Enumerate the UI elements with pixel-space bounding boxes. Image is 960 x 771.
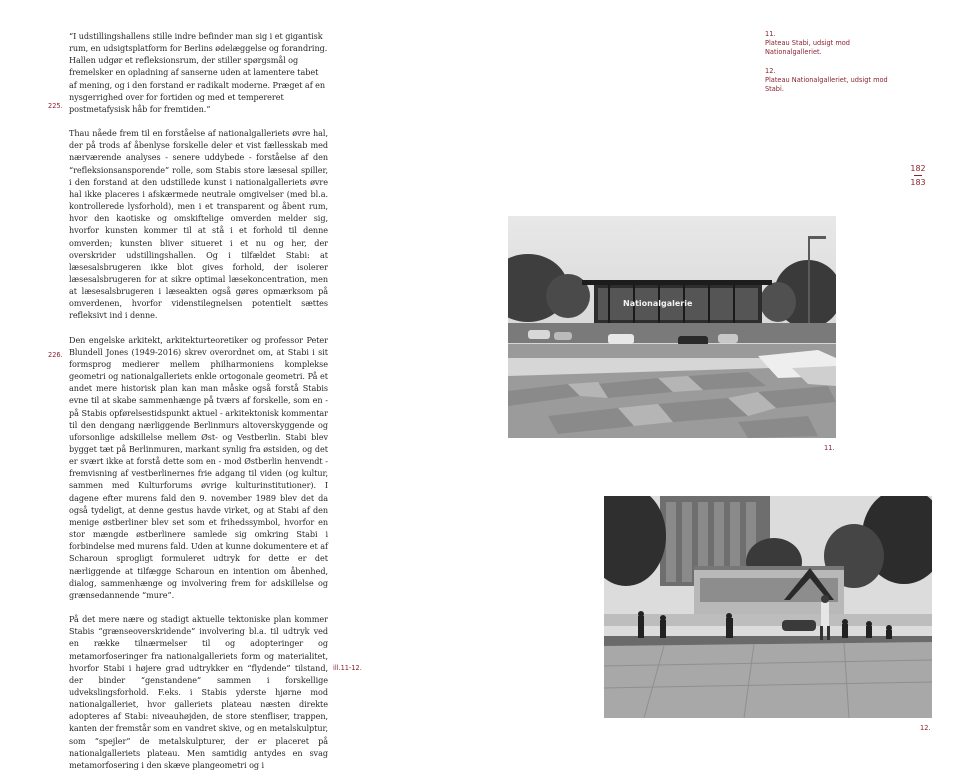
paragraph-3: Den engelske arkitekt, arkitekturteoretiker og professor Peter Blundell Jones (1949-2016) skrev overordnet om, at Stabi i sit formsprog medierer mellem philharmoniens komplekse geometri og nationalgalleriets enkle ortogonale geometri. På et andet mere historisk plan kan man måske også forstå Stabis evne til at skabe sammenhænge på tværs af forskelle, som en - på Stabis opførelsestidspunkt aktuel - arkitektonisk kommentar til den dengang nærliggende Berlinmurs altoverskyggende og uforsonlige adskillelse mellem Øst- og Vestberlin. Stabi blev bygget tæt på Berlinmuren, markant synlig fra østsiden, og det er svært ikke at forstå dette som en - mod Østberlin henvendt - fremvisning af vestberlinernes frie adgang til viden (og kultur, sammen med Kulturforums øvrige kulturinstitutioner). I dagene efter murens fald den 9. november 1989 blev det da også tydeligt, at denne gestus havde virket, og at Stabi af den menige østberliner blev set som et frihedssymbol, hvorfor en stor mængde østberlinere samlede sig omkring Stabi i forbindelse med murens fald. Uden at kunne dokumentere et af Scharoun sprogligt formuleret udtryk for dette er det nærliggende at tilfægge Scharoun en intention om åbenhed, dialog, sammenhænge og involvering frem for adskillelse og grænsedannende “mure”. xyxy=(69,334,328,600)
photo-11-graphic xyxy=(508,216,836,438)
caption-number: 11. xyxy=(765,30,776,38)
paragraph-2: Thau nåede frem til en forståelse af nationalgalleriets øvre hal, der på trods af åbenlyse forskelle deler et vist fællesskab med nærværende analyses - senere uddybede - forståelse af den “refleksionsansporende” rolle, som Stabis store læsesal spiller, i den forstand at den udstillede kunst i nationalgalleriets øvre hal ikke placeres i afskærmede neutrale omgivelser (med bl.a. kontrollerede lysforhold), men i et transparent og åbent rum, hvor den kaotiske og omskiftelige omverden melder sig, hvorfor kunsten kommer til at stå i et forhold til denne omverden; kunsten bliver situeret i et nu og her, der overskrider udstillingshallen. Og i tilfældet Stabi: at læsesalsbrugeren ikke blot gives forhold, der isolerer læsesalsbrugeren for at sikre optimal læsekoncentration, men at læsesalsbrugeren i læseakten også gøres opmærksom på omverdenen, hvorfor videnstilegnelsen potentielt sættes refleksivt ind i denne. xyxy=(69,128,328,321)
caption-12 xyxy=(765,67,895,95)
quote-paragraph: “I udstillingshallens stille indre befinder man sig i et gigantisk rum, en udsigtsplatform for Berlins ødelæggelse og forandring. Hallen udgør et refleksionsrum, der stiller spørgsmål og fremelsker en opladning af sanserne uden at lamentere tabet af mening, og i den forstand er radikalt moderne. Præget af en nysgerrighed over for fortiden og med et tempereret postmetafysisk håb for fremtiden.” xyxy=(69,31,328,114)
nationalgalerie-sign: Nationalgalerie xyxy=(623,299,693,308)
figure-label-11: 11. xyxy=(824,444,835,452)
page-numbers xyxy=(903,164,933,188)
footnote-ref-226: 226. xyxy=(48,351,63,359)
paragraph-4: På det mere nære og stadigt aktuelle tektoniske plan kommer Stabis “grænseoverskridende” involvering bl.a. til udtryk ved en række tilnærmelser til og adopteringer og metamorfoseringer fra nationalgalleriets form og materialitet, hvorfor Stabi i højere grad udtrykker en “flydende” tilstand, der binder “genstandene” sammen i forskellige udvekslingsforhold. F.eks. i Stabis yderste hjørne mod nationalgalleriet, hvor galleriets plateau næsten direkte adopteres af Stabi: niveauhøjden, de store stenfliser, trappen, kanten der fremstår som en vandret skive, og en metalskulptur, som “spejler” de metalskulpturer, der er placeret på nationalgalleriets plateau. Men samtidig antydes en svag metamorfosering i den skæve plangeometri og i xyxy=(69,614,328,770)
footnote-ref-225: 225. xyxy=(48,102,63,110)
caption-11 xyxy=(765,30,895,58)
photo-12-graphic xyxy=(604,496,932,718)
captions xyxy=(765,30,895,103)
caption-text: Plateau Stabi, udsigt mod Nationalgalleriet. xyxy=(765,39,850,57)
photo-11-nationalgalerie xyxy=(508,216,836,438)
folio-right: 183 xyxy=(910,178,926,187)
caption-text: Plateau Nationalgalleriet, udsigt mod Stabi. xyxy=(765,75,888,94)
folio-dash xyxy=(914,175,922,176)
main-text-column xyxy=(69,30,328,771)
figure-label-12: 12. xyxy=(920,724,931,732)
caption-number: 12. xyxy=(765,66,776,75)
illustration-ref: ill.11-12. xyxy=(333,664,362,672)
folio-left: 182 xyxy=(910,164,926,173)
photo-12-stabi xyxy=(604,496,932,718)
